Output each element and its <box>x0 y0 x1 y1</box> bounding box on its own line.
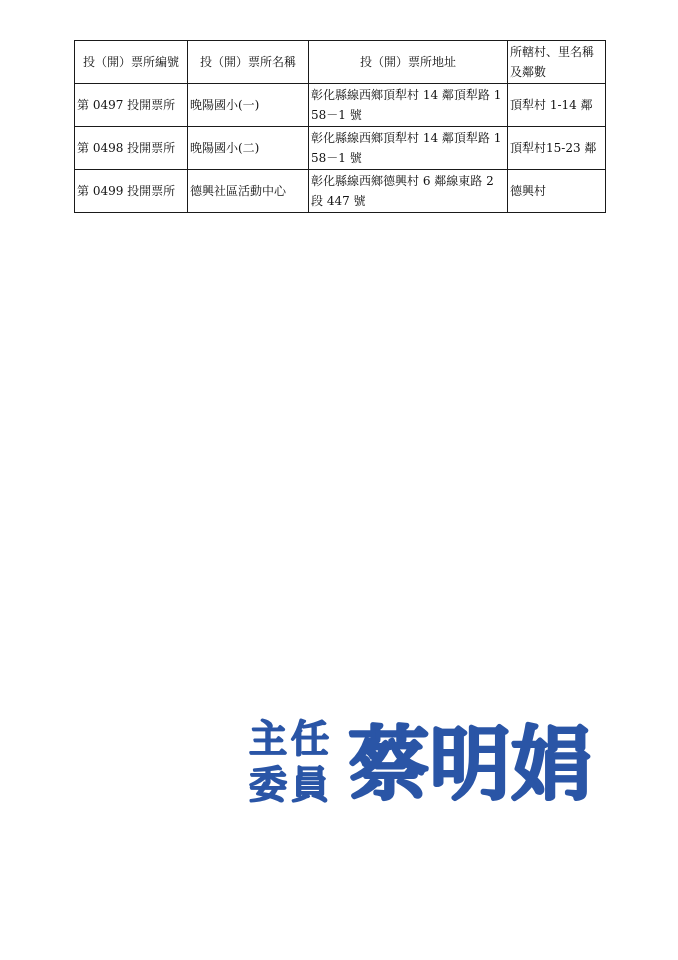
station-code-cell: 第 0499 投開票所 <box>75 170 188 213</box>
station-code-cell: 第 0497 投開票所 <box>75 84 188 127</box>
station-address-cell: 彰化縣線西鄉頂犁村 14 鄰頂犁路 158－1 號 <box>309 84 508 127</box>
header-station-address: 投（開）票所地址 <box>309 41 508 84</box>
table-row <box>75 127 606 170</box>
title-char: 任 <box>290 716 330 761</box>
station-code-cell: 第 0498 投開票所 <box>75 127 188 170</box>
header-station-code: 投（開）票所編號 <box>75 41 188 84</box>
table-header-row <box>75 41 606 84</box>
station-address-cell: 彰化縣線西鄉德興村 6 鄰線東路 2 段 447 號 <box>309 170 508 213</box>
villages-cell: 頂犁村15-23 鄰 <box>508 127 606 170</box>
station-name-cell: 晚陽國小(一) <box>188 84 309 127</box>
title-char: 委 <box>248 762 288 807</box>
station-address-cell: 彰化縣線西鄉頂犁村 14 鄰頂犁路 158－1 號 <box>309 127 508 170</box>
station-name-cell: 晚陽國小(二) <box>188 127 309 170</box>
title-char: 主 <box>248 716 288 761</box>
header-station-name: 投（開）票所名稱 <box>188 41 309 84</box>
station-name-cell: 德興社區活動中心 <box>188 170 309 213</box>
signature-title <box>249 716 329 807</box>
table-row <box>75 170 606 213</box>
signature-name: 蔡明娟 <box>348 717 592 811</box>
villages-cell: 頂犁村 1-14 鄰 <box>508 84 606 127</box>
chairperson-signature-seal <box>246 712 602 820</box>
polling-station-table <box>74 40 606 213</box>
title-char: 員 <box>290 762 330 807</box>
table-row <box>75 84 606 127</box>
header-villages: 所轄村、里名稱及鄰數 <box>508 41 606 84</box>
villages-cell: 德興村 <box>508 170 606 213</box>
